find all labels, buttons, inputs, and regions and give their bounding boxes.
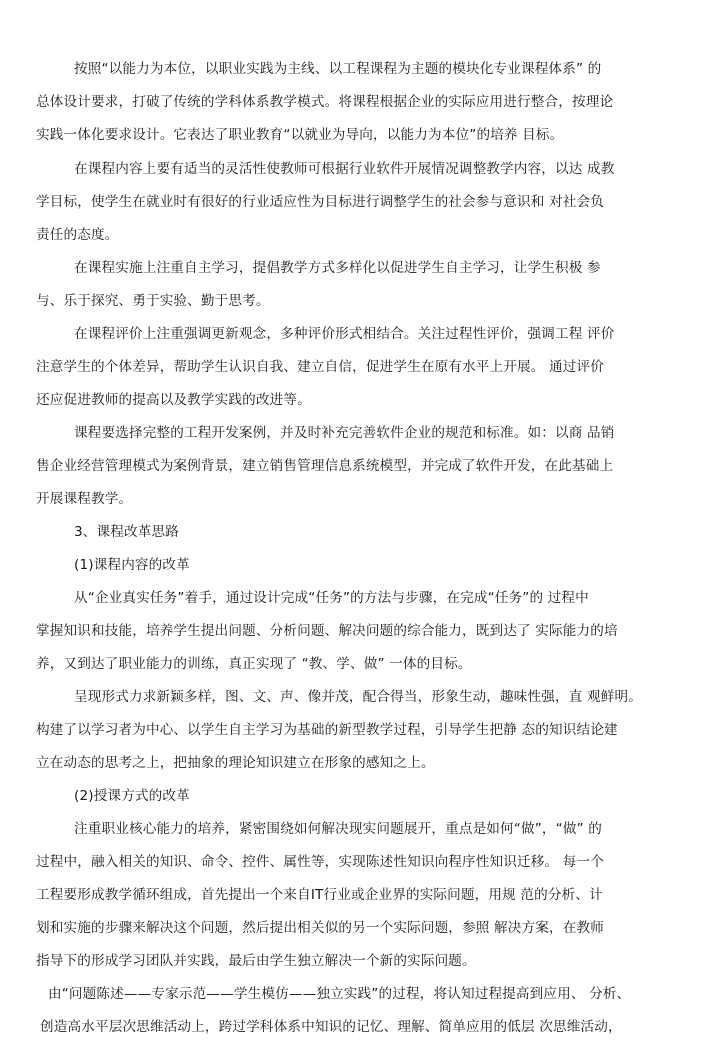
text-line: 在课程评价上注重强调更新观念，多种评价形式相结合。关注过程性评价，强调工程 评价 <box>74 326 615 342</box>
text-line: 学目标，使学生在就业时有很好的行业适应性为目标进行调整学生的社会参与意识和 对社会负 <box>36 194 604 210</box>
text-line: 工程要形成教学循环组成，首先提出一个来自IT行业或企业界的实际问题，用规 范的分析、计 <box>36 887 603 903</box>
text-line: 按照“以能力为本位，以职业实践为主线、以工程课程为主题的模块化专业课程体系” 的 <box>74 61 602 77</box>
text-line: 在课程实施上注重自主学习，提倡教学方式多样化以促进学生自主学习，让学生积极 参 <box>74 260 601 276</box>
text-line: 开展课程教学。 <box>36 491 133 507</box>
text-line: 与、乐于探究、勇于实验、勤于思考。 <box>36 293 270 309</box>
text-line: 售企业经营管理模式为案例背景，建立销售管理信息系统模型，并完成了软件开发，在此基础上 <box>36 458 614 474</box>
text-line: 养，又到达了职业能力的训练，真正实现了 “教、学、做” 一体的目标。 <box>36 656 472 672</box>
subsection-heading: (2)授课方式的改革 <box>74 788 190 804</box>
text-line: 责任的态度。 <box>36 227 119 243</box>
text-line: 创造高水平层次思维活动上，跨过学科体系中知识的记忆、理解、简单应用的低层 次思维活动， <box>40 1019 622 1035</box>
text-line: 指导下的形成学习团队并实践，最后由学生独立解决一个新的实际问题。 <box>36 953 476 969</box>
subsection-heading: (1)课程内容的改革 <box>74 557 190 573</box>
text-line: 由“问题陈述——专家示范——学生模仿——独立实践”的过程，将认知过程提高到应用、 分析、 <box>48 986 631 1002</box>
text-line: 立在动态的思考之上，把抽象的理论知识建立在形象的感知之上。 <box>36 755 435 771</box>
text-line: 呈现形式力求新颖多样，图、文、声、像并茂，配合得当，形象生动，趣味性强，直 观鲜明。 <box>74 689 642 705</box>
text-line: 掌握知识和技能，培养学生提出问题、分析问题、解决问题的综合能力，既到达了 实际能力的培 <box>36 623 618 639</box>
text-line: 总体设计要求，打破了传统的学科体系教学模式。将课程根据企业的实际应用进行整合，按理论 <box>36 94 614 110</box>
text-line: 过程中，融入相关的知识、命令、控件、属性等，实现陈述性知识向程序性知识迁移。 每一个 <box>36 854 604 870</box>
text-line: 课程要选择完整的工程开发案例，并及时补充完善软件企业的规范和标准。如：以商 品销 <box>74 425 615 441</box>
section-heading: 3、课程改革思路 <box>74 524 180 540</box>
text-line: 还应促进教师的提高以及教学实践的改进等。 <box>36 392 311 408</box>
text-line: 注重职业核心能力的培养，紧密围绕如何解决现实问题展开，重点是如何“做”，“做” 的 <box>74 821 603 837</box>
text-line: 实践一体化要求设计。它表达了职业教育“以就业为导向，以能力为本位”的培养 目标。 <box>36 127 564 143</box>
text-line: 构建了以学习者为中心、以学生自主学习为基础的新型教学过程，引导学生把静 态的知识结论建 <box>36 722 618 738</box>
text-line: 注意学生的个体差异，帮助学生认识自我、建立自信，促进学生在原有水平上开展。 通过评价 <box>36 359 604 375</box>
text-line: 划和实施的步骤来解决这个问题，然后提出相关似的另一个实际问题，参照 解决方案，在教师 <box>36 920 604 936</box>
text-line: 在课程内容上要有适当的灵活性使教师可根据行业软件开展情况调整教学内容，以达 成教 <box>74 161 615 177</box>
text-line: 从“企业真实任务”着手，通过设计完成“任务”的方法与步骤，在完成“任务”的 过程中 <box>74 590 589 606</box>
